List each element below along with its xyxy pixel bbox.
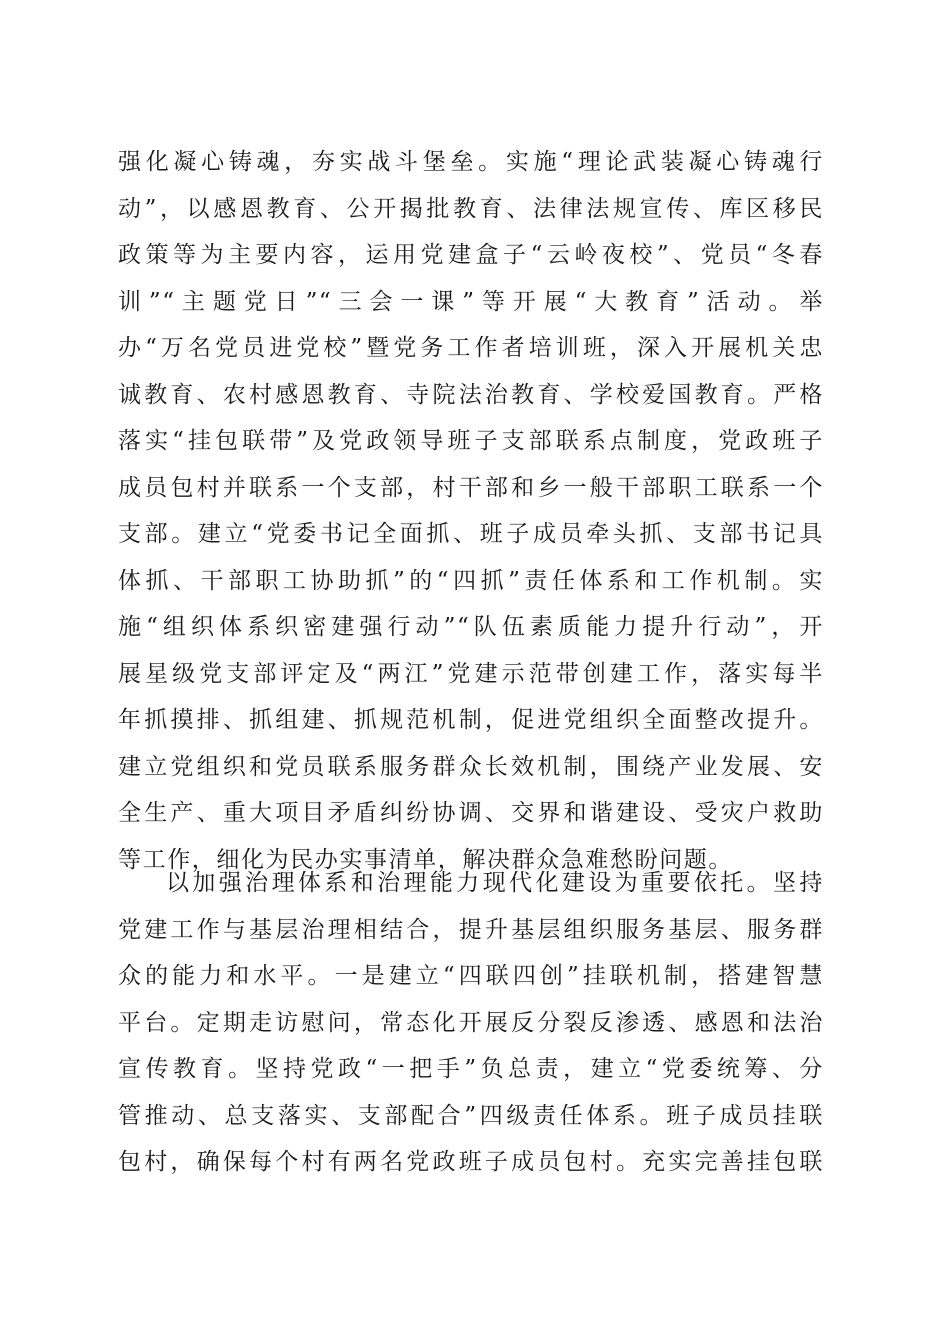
paragraph-line: 展星级党支部评定及“两江”党建示范带创建工作，落实每半 bbox=[118, 660, 824, 687]
paragraph-line: 落实“挂包联带”及党政领导班子支部联系点制度，党政班子 bbox=[118, 428, 824, 454]
paragraph-line: 年抓摸排、抓组建、抓规范机制，促进党组织全面整改提升。 bbox=[118, 707, 824, 733]
paragraph-line: 施“组织体系织密建强行动”“队伍素质能力提升行动”，开 bbox=[118, 614, 824, 640]
paragraph-line: 支部。建立“党委书记全面抓、班子成员牵头抓、支部书记具 bbox=[118, 521, 824, 547]
paragraph-line: 强化凝心铸魂，夯实战斗堡垒。实施“理论武装凝心铸魂行 bbox=[118, 149, 824, 175]
paragraph-2 bbox=[118, 860, 824, 1186]
paragraph-line: 办“万名党员进党校”暨党务工作者培训班，深入开展机关忠 bbox=[118, 335, 824, 361]
paragraph-line: 宣传教育。坚持党政“一把手”负总责，建立“党委统筹、分 bbox=[118, 1056, 824, 1082]
paragraph-line: 平台。定期走访慰问，常态化开展反分裂反渗透、感恩和法治 bbox=[118, 1009, 824, 1036]
paragraph-line: 全生产、重大项目矛盾纠纷协调、交界和谐建设、受灾户救助 bbox=[118, 800, 824, 826]
paragraph-line: 以加强治理体系和治理能力现代化建设为重要依托。坚持 bbox=[166, 870, 824, 896]
paragraph-line: 党建工作与基层治理相结合，提升基层组织服务基层、服务群 bbox=[118, 916, 824, 943]
paragraph-1 bbox=[118, 139, 824, 883]
paragraph-line: 体抓、干部职工协助抓”的“四抓”责任体系和工作机制。实 bbox=[118, 567, 824, 594]
paragraph-line: 众的能力和水平。一是建立“四联四创”挂联机制，搭建智慧 bbox=[118, 963, 824, 989]
paragraph-line: 动”，以感恩教育、公开揭批教育、法律法规宣传、库区移民 bbox=[118, 195, 824, 222]
paragraph-line: 等工作，细化为民办实事清单，解决群众急难愁盼问题。 bbox=[118, 846, 733, 873]
paragraph-line: 诚教育、农村感恩教育、寺院法治教育、学校爱国教育。严格 bbox=[118, 381, 824, 408]
paragraph-line: 建立党组织和党员联系服务群众长效机制，围绕产业发展、安 bbox=[118, 753, 824, 780]
paragraph-line: 包村，确保每个村有两名党政班子成员包村。充实完善挂包联 bbox=[118, 1149, 824, 1175]
paragraph-line: 训”“主题党日”“三会一课”等开展“大教育”活动。举 bbox=[118, 288, 824, 315]
paragraph-line: 成员包村并联系一个支部，村干部和乡一般干部职工联系一个 bbox=[118, 474, 824, 501]
paragraph-line: 政策等为主要内容，运用党建盒子“云岭夜校”、党员“冬春 bbox=[118, 242, 824, 268]
paragraph-line: 管推动、总支落实、支部配合”四级责任体系。班子成员挂联 bbox=[118, 1102, 824, 1129]
